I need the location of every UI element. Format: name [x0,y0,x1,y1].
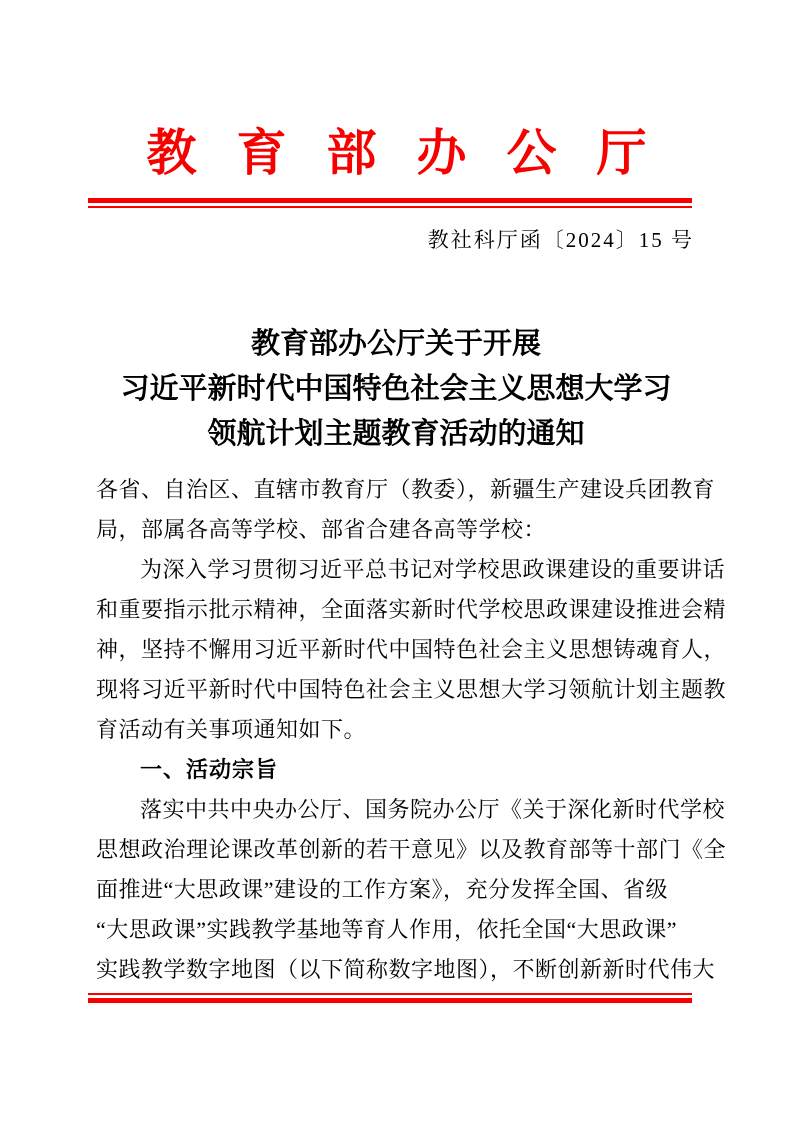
paragraph-line: 现将习近平新时代中国特色社会主义思想大学习领航计划主题教 [96,677,727,702]
paragraph-line: 实践教学数字地图（以下简称数字地图），不断创新新时代伟大 [96,957,716,982]
paragraph-line: 思想政治理论课改革创新的若干意见》以及教育部等十部门《全 [96,837,727,862]
paragraph-line: 和重要指示批示精神，全面落实新时代学校思政课建设推进会精 [96,597,727,622]
notice-title-line-2: 习近平新时代中国特色社会主义思想大学习 [120,373,672,405]
paragraph-line: 面推进“大思政课”建设的工作方案》，充分发挥全国、省级 [96,877,669,902]
notice-title [46,322,746,457]
body-text [96,470,727,990]
notice-title-line-3: 领航计划主题教育活动的通知 [207,418,585,450]
agency-header-title: 教育部办公厅 [146,125,687,181]
doc-number: 教社科厅函〔2024〕15 号 [427,228,694,252]
paragraph-line: 育活动有关事项通知如下。 [96,717,367,742]
paragraph-line: “大思政课”实践教学基地等育人作用，依托全国“大思政课” [96,917,678,942]
notice-title-line-1: 教育部办公厅关于开展 [250,328,541,360]
paragraph-line: 为深入学习贯彻习近平总书记对学校思政课建设的重要讲话 [140,557,726,582]
red-double-rule-bottom [88,993,692,1003]
paragraph-line: 神，坚持不懈用习近平新时代中国特色社会主义思想铸魂育人， [96,637,727,662]
paragraph-line: 落实中共中央办公厅、国务院办公厅《关于深化新时代学校 [140,797,726,822]
red-double-rule-top [88,198,692,208]
section-heading: 一、活动宗旨 [140,757,279,782]
salutation-line: 局，部属各高等学校、部省合建各高等学校： [96,517,547,542]
salutation-line: 各省、自治区、直辖市教育厅（教委），新疆生产建设兵团教育 [96,477,716,502]
